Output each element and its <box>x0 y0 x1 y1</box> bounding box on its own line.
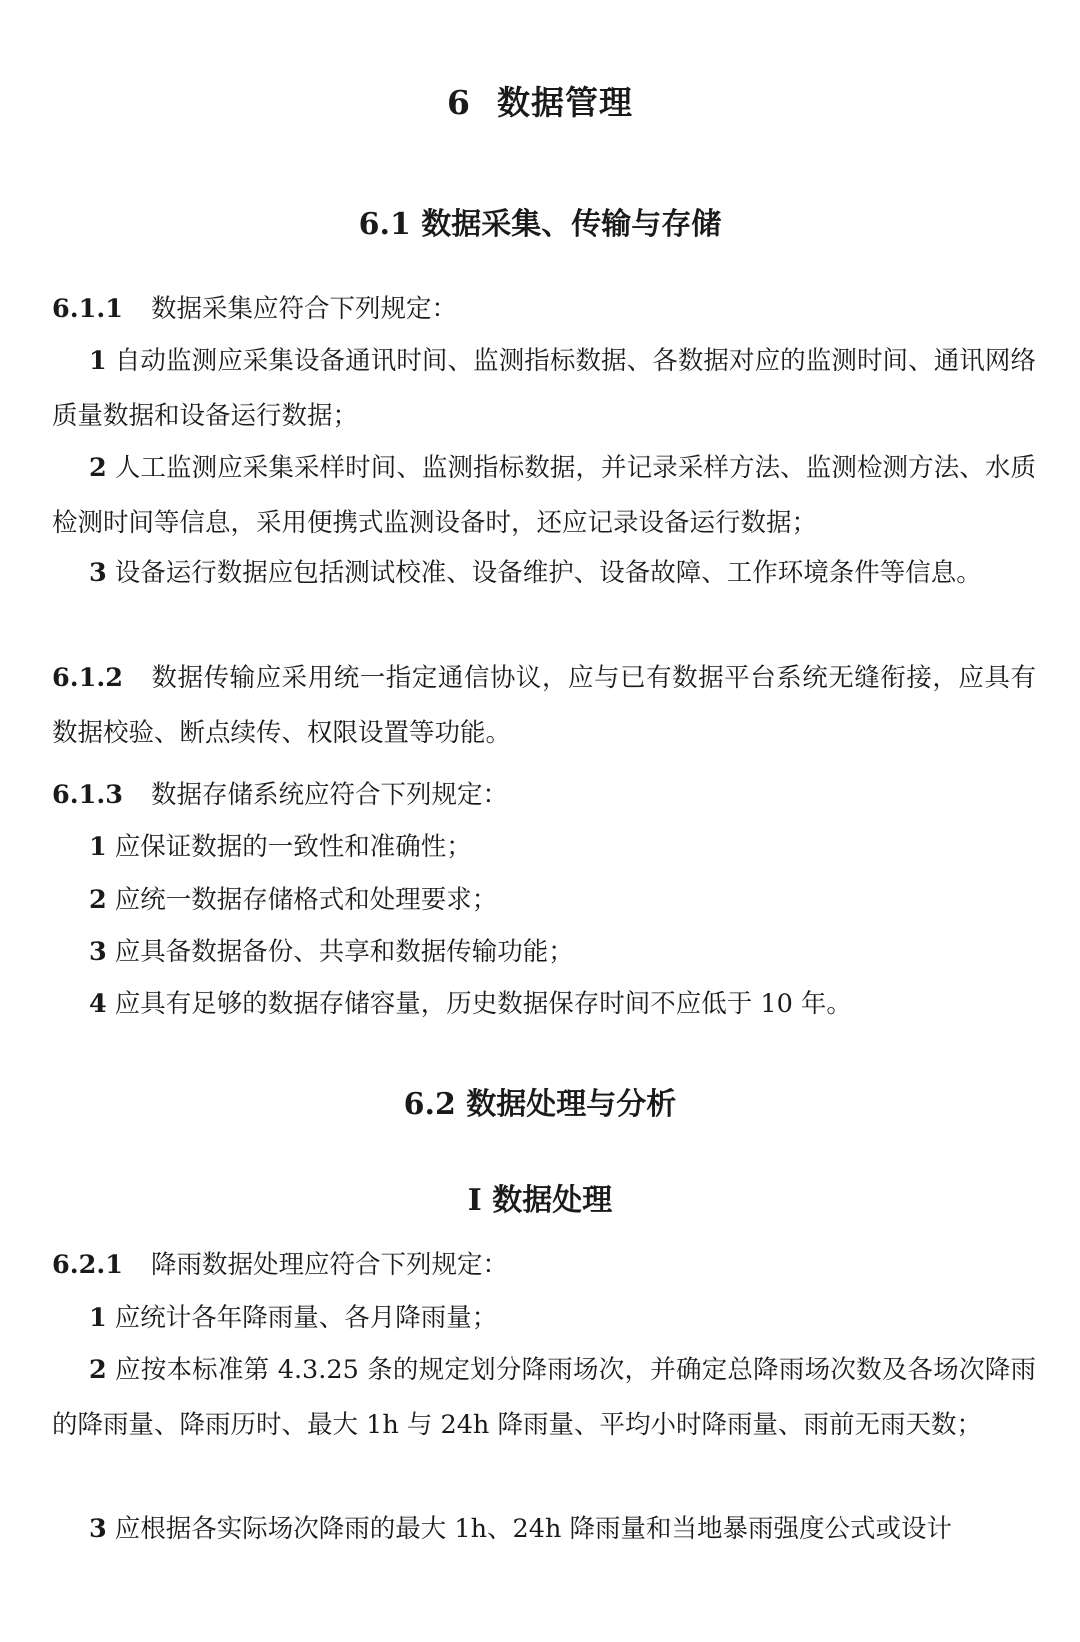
clause-number: 6.2.1 <box>52 1250 123 1280</box>
item-number: 4 <box>89 989 107 1019</box>
clause-6-1-1-item-2 <box>52 441 1036 551</box>
item-number: 2 <box>89 1355 107 1385</box>
chapter-title-text: 数据管理 <box>496 83 633 122</box>
clause-6-1-2 <box>52 651 1036 761</box>
clause-number: 6.1.3 <box>52 780 123 810</box>
clause-6-1-3-item-4 <box>52 977 1036 1032</box>
clause-number: 6.1.1 <box>52 294 123 324</box>
clause-6-2-1-item-1 <box>52 1291 1036 1346</box>
clause-6-1-3-item-3 <box>52 925 1036 980</box>
item-text: 应具有足够的数据存储容量，历史数据保存时间不应低于 10 年。 <box>114 989 852 1019</box>
clause-text: 数据采集应符合下列规定： <box>151 294 458 324</box>
section-6-2-title: 6.2 数据处理与分析 <box>403 1087 677 1122</box>
item-text: 应具备数据备份、共享和数据传输功能； <box>114 937 574 967</box>
clause-text: 数据存储系统应符合下列规定： <box>151 780 509 810</box>
item-number: 1 <box>89 346 107 376</box>
item-text: 自动监测应采集设备通讯时间、监测指标数据、各数据对应的监测时间、通讯网络质量数据和设备运行数据； <box>52 346 1036 431</box>
clause-6-1-1-item-1 <box>52 334 1036 444</box>
clause-6-2-1-item-2 <box>52 1343 1036 1453</box>
clause-number: 6.1.2 <box>52 663 123 693</box>
item-text: 应保证数据的一致性和准确性； <box>114 832 472 862</box>
clause-6-1-3-item-2 <box>52 873 1036 928</box>
item-number: 3 <box>89 558 107 588</box>
clause-text: 降雨数据处理应符合下列规定： <box>151 1250 509 1280</box>
item-number: 3 <box>89 1514 107 1544</box>
section-6-1-title: 6.1 数据采集、传输与存储 <box>358 207 722 242</box>
item-number: 2 <box>89 885 107 915</box>
clause-text: 数据传输应采用统一指定通信协议，应与已有数据平台系统无缝衔接，应具有数据校验、断点续传、权限设置等功能。 <box>52 663 1036 748</box>
item-number: 1 <box>89 1303 107 1333</box>
subsection-I-title: I 数据处理 <box>467 1183 613 1218</box>
clause-6-1-3 <box>52 768 1036 823</box>
item-number: 2 <box>89 453 107 483</box>
clause-6-1-1-item-3 <box>52 546 1036 601</box>
item-text: 设备运行数据应包括测试校准、设备维护、设备故障、工作环境条件等信息。 <box>114 558 982 588</box>
clause-6-1-3-item-1 <box>52 820 1036 875</box>
item-number: 1 <box>89 832 107 862</box>
item-text: 应统一数据存储格式和处理要求； <box>114 885 498 915</box>
item-text: 应统计各年降雨量、各月降雨量； <box>114 1303 498 1333</box>
clause-6-1-1 <box>52 282 1036 337</box>
chapter-number: 6 <box>447 83 471 122</box>
item-text: 人工监测应采集采样时间、监测指标数据，并记录采样方法、监测检测方法、水质检测时间等信息，采用便携式监测设备时，还应记录设备运行数据； <box>52 453 1036 538</box>
chapter-title <box>0 78 1080 128</box>
item-text: 应按本标准第 4.3.25 条的规定划分降雨场次，并确定总降雨场次数及各场次降雨的降雨量、降雨历时、最大 1h 与 24h 降雨量、平均小时降雨量、雨前无雨天数； <box>52 1355 1036 1440</box>
clause-6-2-1 <box>52 1238 1036 1293</box>
item-text: 应根据各实际场次降雨的最大 1h、24h 降雨量和当地暴雨强度公式或设计 <box>114 1514 952 1544</box>
clause-6-2-1-item-3 <box>52 1502 1036 1557</box>
item-number: 3 <box>89 937 107 967</box>
